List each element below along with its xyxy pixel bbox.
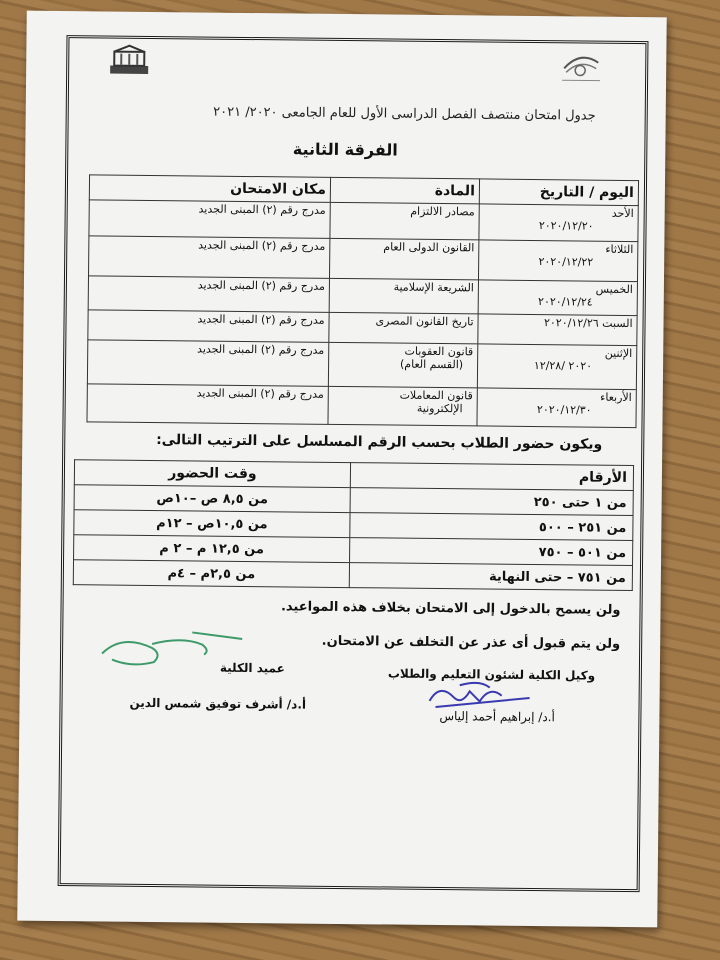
subject-text: قانون العقوبات [404,344,474,359]
attendance-intro: ويكون حضور الطلاب بحسب الرقم المسلسل على الترتيب التالى: [156,432,603,453]
place-cell [88,276,329,313]
range-cell: من ٢٥١ – ٥٠٠ [350,513,633,541]
subject-cell [330,202,479,240]
place-text: مدرج رقم (٢) المبنى الجديد [198,202,326,217]
place-cell [88,310,329,343]
range-cell: من ٧٥١ – حتى النهاية [349,563,632,591]
place-cell [89,200,330,239]
attendance-table [73,459,634,591]
subject-text: مصادر الالتزام [410,204,475,219]
place-text: مدرج رقم (٢) المبنى الجديد [197,342,325,357]
subject-text: قانون المعاملات [399,388,473,403]
range-cell: من ١ حتى ٢٥٠ [350,488,633,516]
table-row [73,560,632,591]
day-date-cell [479,204,638,242]
vice-dean-name: أ.د/ إبراهيم أحمد إلياس [439,709,555,725]
place-text: مدرج رقم (٢) المبنى الجديد [198,238,326,253]
table-row [89,236,638,282]
column-header-subject: المادة [330,177,479,204]
document-title: جدول امتحان منتصف الفصل الدراسى الأول للعام الجامعى ٢٠٢٠/ ٢٠٢١ [213,104,596,124]
vice-dean-title: وكيل الكلية لشئون التعليم والطلاب [387,666,596,683]
column-header-time: وقت الحضور [74,460,350,488]
note-excuse-rule: ولن يتم قبول أى عذر عن التخلف عن الامتحان. [321,633,621,652]
time-cell: من ٨,٥ ص –١٠ص [74,485,350,513]
day-text: الأربعاء [600,390,632,405]
date-text: ٢٠٢٠/١٢/٢٠ [538,219,594,233]
day-text: الأحد [611,206,634,221]
table-row [87,340,636,390]
day-date-cell [477,388,636,428]
subject-text-line2: (القسم العام) [399,357,464,372]
day-text: السبت ٢٠٢٠/١٢/٢٦ [543,316,633,331]
day-text: الثلاثاء [605,242,634,257]
place-text: مدرج رقم (٢) المبنى الجديد [196,386,324,401]
subject-text: القانون الدولى العام [383,240,475,255]
subject-text-line2: الإلكترونية [416,401,463,416]
place-text: مدرج رقم (٢) المبنى الجديد [197,278,325,293]
place-cell [89,236,330,279]
day-date-cell [478,280,637,316]
subject-cell [329,278,478,314]
date-text: ٢٠٢٠ /١٢/٢٨ [533,359,593,373]
day-text: الإثنين [604,346,633,361]
column-header-place: مكان الامتحان [89,175,330,203]
faculty-logo-icon [106,44,152,78]
dean-name: أ.د/ أشرف توفيق شمس الدين [129,695,307,712]
date-text: ٢٠٢٠/١٢/٢٢ [538,255,594,269]
document-paper [17,11,666,928]
range-cell: من ٥٠١ – ٧٥٠ [350,538,633,566]
table-row [89,200,638,242]
time-cell: من ١٠,٥ص – ١٢م [74,510,350,538]
table-row [87,384,636,428]
column-header-numbers: الأرقام [350,463,633,491]
university-logo-icon [554,48,606,87]
time-cell: من ١٢,٥ م – ٢ م [74,535,350,563]
subject-cell [328,342,477,388]
note-entry-rule: ولن يسمح بالدخول إلى الامتحان بخلاف هذه المواعيد. [280,599,621,618]
group-heading: الفرقة الثانية [292,139,398,160]
subject-cell [328,386,477,426]
subject-text: تاريخ القانون المصرى [375,314,474,329]
day-date-cell [477,344,636,390]
date-text: ٢٠٢٠/١٢/٣٠ [536,403,592,417]
time-cell: من ٢,٥م – ٤م [73,560,349,588]
dean-title: عميد الكلية [219,660,285,676]
place-text: مدرج رقم (٢) المبنى الجديد [197,312,325,327]
day-date-cell [478,314,637,346]
day-text: الخميس [595,282,633,297]
exam-schedule-table [86,174,639,428]
subject-text: الشريعة الإسلامية [393,280,474,295]
subject-cell [329,312,478,344]
day-date-cell [478,240,637,282]
place-cell [87,340,328,387]
table-row [88,276,637,316]
place-cell [87,384,328,425]
date-text: ٢٠٢٠/١٢/٢٤ [538,295,593,309]
column-header-day-date: اليوم / التاريخ [479,179,638,206]
subject-cell [329,238,478,280]
